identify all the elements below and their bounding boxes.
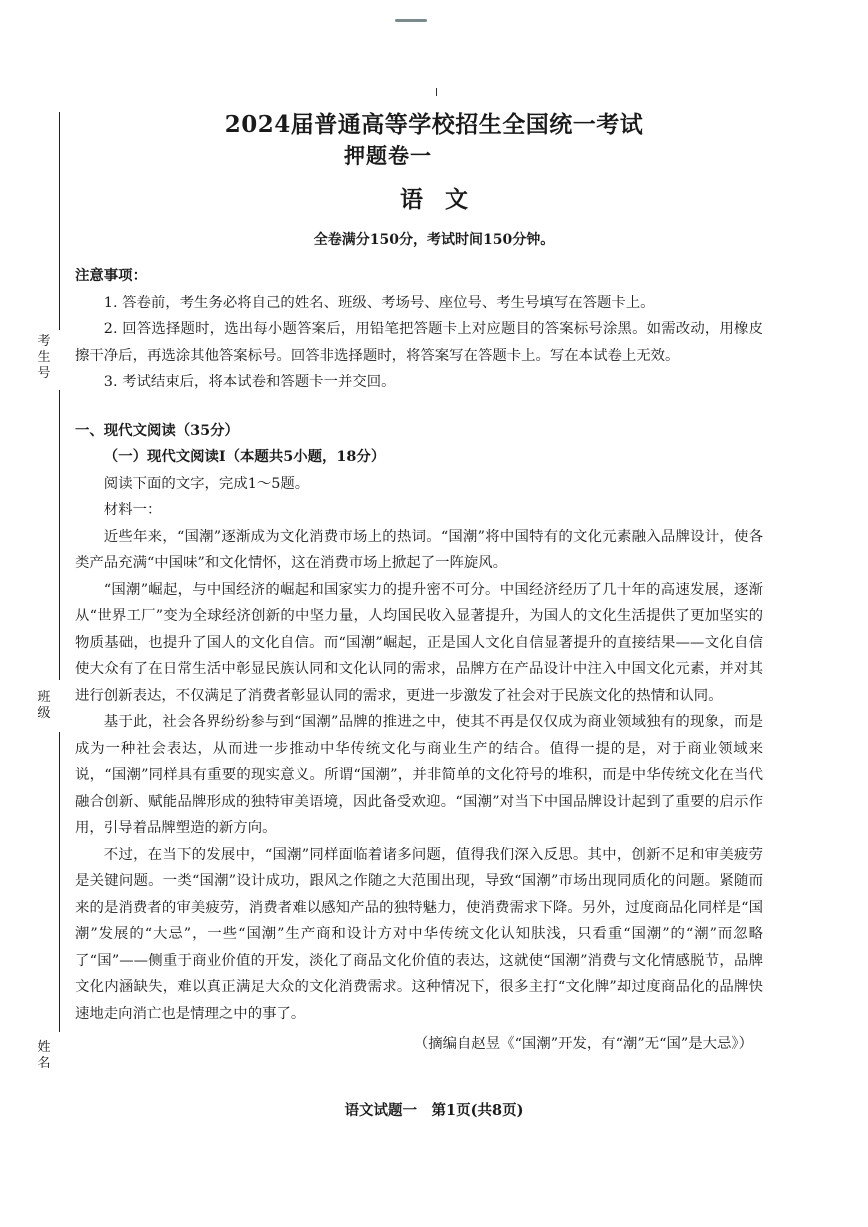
binding-label-class: 班级: [37, 690, 51, 721]
subject-title: [0, 181, 868, 214]
subject-char: 语: [400, 186, 423, 213]
notice-item: 2. 回答选择题时，选出每小题答案后，用铅笔把答题卡上对应题目的答案标号涂黑。如需改动，用橡皮擦干净后，再选涂其他答案标号。回答非选择题时，将答案写在答题卡上。写在本试卷上无效。: [75, 321, 763, 364]
material-label: 材料一：: [103, 502, 162, 518]
document-body: [75, 263, 763, 1058]
passage-paragraph: 基于此，社会各界纷纷参与到“国潮”品牌的推进之中，使其不再是仅仅成为商业领域独有的现象，而是成为一种社会表达，从而进一步推动中华传统文化与商业生产的结合。值得一提的是，对于商业领域来说，“国潮”同样具有重要的现实意义。所谓“国潮”，并非简单的文化符号的堆积，而是中华传统文化在当代融合创新、赋能品牌形成的独特审美语境，因此备受欢迎。“国潮”对当下中国品牌设计起到了重要的启示作用，引导着品牌塑造的新方向。: [75, 714, 763, 836]
passage-paragraph: 近些年来，“国潮”逐渐成为文化消费市场上的热词。“国潮”将中国特有的文化元素融入品牌设计，使各类产品充满“中国味”和文化情怀，这在消费市场上掀起了一阵旋风。: [75, 528, 763, 571]
notice-heading: 注意事项：: [75, 267, 147, 284]
passage-paragraph: 不过，在当下的发展中，“国潮”同样面临着诸多问题，值得我们深入反思。其中，创新不足和审美疲劳是关键问题。一类“国潮”设计成功，跟风之作随之大范围出现，导致“国潮”市场出现同质化的问题。紧随而来的是消费者的审美疲劳，消费者难以感知产品的独特魅力，使消费需求下降。另外，过度商品化同样是“国潮”发展的“大忌”，一些“国潮”生产商和设计方对中华传统文化认知肤浅，只看重“国潮”的“潮”而忽略了“国”——侧重于商业价值的开发，淡化了商品文化价值的表达，这就使“国潮”消费与文化情感脱节，品牌文化内涵缺失，难以真正满足大众的文化消费需求。这种情况下，很多主打“文化牌”却过度商品化的品牌快速地走向消亡也是情理之中的事了。: [75, 846, 763, 1022]
binding-line: [59, 112, 60, 330]
passage-paragraph: “国潮”崛起，与中国经济的崛起和国家实力的提升密不可分。中国经济经历了几十年的高速发展，逐渐从“世界工厂”变为全球经济创新的中坚力量，人均国民收入显著提升，为国人的文化生活提供了更加坚实的物质基础，也提升了国人的文化自信。而“国潮”崛起，正是国人文化自信显著提升的直接结果——文化自信使大众有了在日常生活中彰显民族认同和文化认同的需求，品牌方在产品设计中注入中国文化元素，并对其进行创新表达，不仅满足了消费者彰显认同的需求，更进一步激发了社会对于民族文化的热情和认同。: [75, 581, 763, 704]
binding-line: [59, 390, 60, 680]
subsection-heading: （一）现代文阅读Ⅰ（本题共5小题，18分）: [103, 448, 386, 465]
binding-label-name: 姓名: [37, 1040, 51, 1071]
reading-instruction: 阅读下面的文字，完成1～5题。: [103, 475, 310, 492]
subject-char: 文: [445, 186, 468, 213]
page-footer: 语文试题一 第1页(共8页): [344, 1102, 524, 1119]
paper-name: 押题卷一: [344, 143, 432, 168]
full-score-line: 全卷满分150分，考试时间150分钟。: [313, 232, 555, 248]
binding-label-student-no: 考生号: [37, 334, 51, 381]
notice-item: 3. 考试结束后，将本试卷和答题卡一并交回。: [103, 374, 396, 390]
passage-source: （摘编自赵昱《“国潮”开发，有“潮”无“国”是大忌》）: [413, 1036, 753, 1052]
exam-title: 2024届普通高等学校招生全国统一考试: [224, 111, 644, 138]
notice-item: 1. 答卷前，考生务必将自己的姓名、班级、考场号、座位号、考生号填写在答题卡上。: [103, 294, 655, 311]
binding-line: [59, 732, 60, 1032]
scan-artifact: [395, 19, 427, 22]
scan-artifact: [436, 88, 437, 96]
section-heading: 一、现代文阅读（35分）: [75, 421, 239, 439]
